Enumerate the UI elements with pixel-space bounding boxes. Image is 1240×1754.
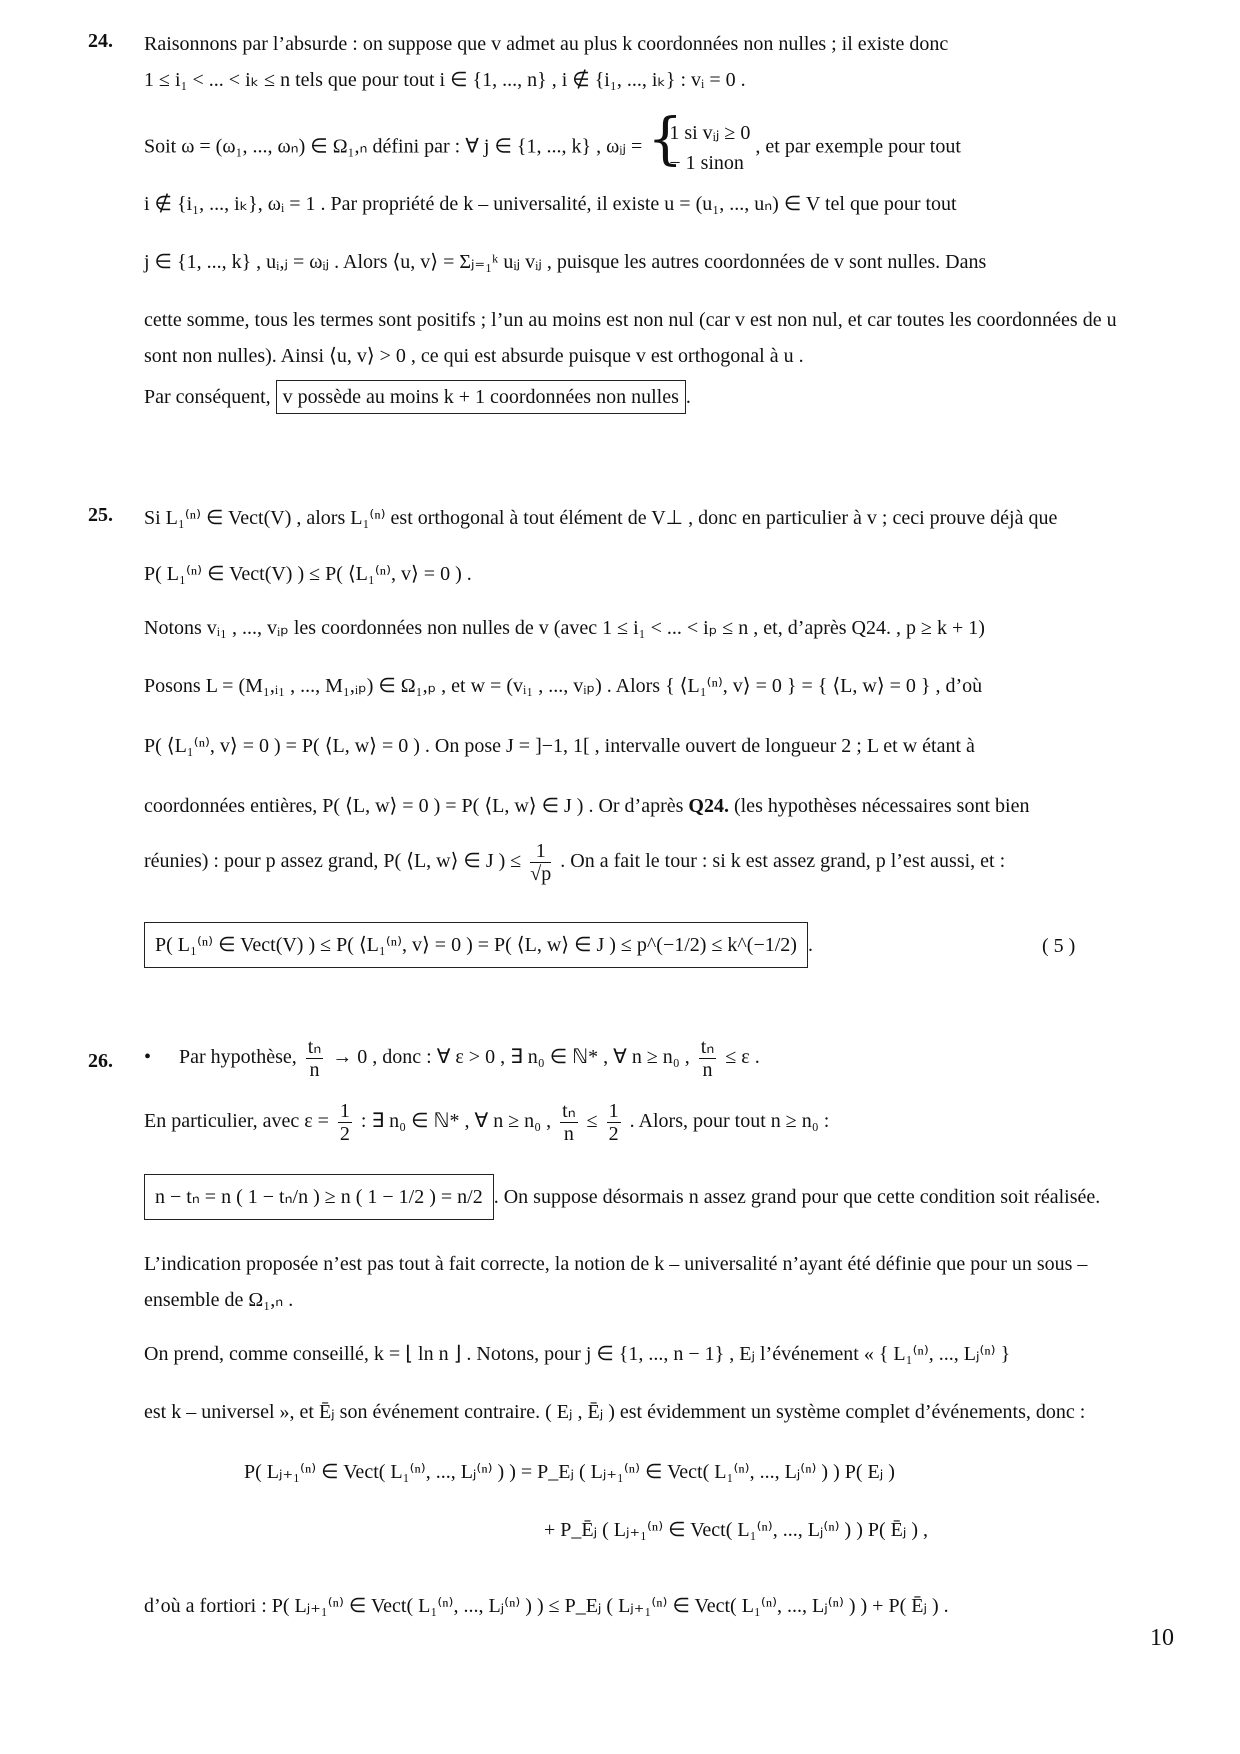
paragraph-line: Posons L = (M₁,ᵢ₁ , ..., M₁,ᵢₚ) ∈ Ω₁,ₚ , et w = (vᵢ₁ , ..., vᵢₚ) . Alors { ⟨L₁⁽ⁿ⁾, v⟩ = 0 } = { ⟨L, w⟩ = 0 } , d’où (144, 675, 983, 697)
paragraph-line: sont non nulles). Ainsi ⟨u, v⟩ > 0 , ce qui est absurde puisque v est orthogonal à u . (144, 345, 804, 367)
case-line: 1 si vᵢⱼ ≥ 0 (669, 122, 751, 144)
fraction-numerator: tₙ (307, 1036, 322, 1058)
section-number: 24. (88, 30, 113, 52)
fraction-denominator: √p (530, 863, 552, 885)
fraction-denominator: n (563, 1123, 574, 1145)
paragraph-line: ensemble de Ω₁,ₙ . (144, 1289, 294, 1311)
paragraph-line: L’indication proposée n’est pas tout à fait correcte, la notion de k – universalité n’ayant été définie que pour un sous – (144, 1253, 1088, 1275)
boxed-result: P( L₁⁽ⁿ⁾ ∈ Vect(V) ) ≤ P( ⟨L₁⁽ⁿ⁾, v⟩ = 0 ) = P( ⟨L, w⟩ ∈ J ) ≤ p^(−1/2) ≤ k^(−1/2) (144, 922, 808, 968)
paragraph-line (144, 792, 1029, 820)
boxed-formula-line (144, 1174, 1100, 1220)
equation-number: ( 5 ) (1042, 935, 1076, 957)
paragraph-line (144, 380, 691, 414)
paragraph-line: est k – universel », et Ēⱼ son événement contraire. ( Eⱼ , Ēⱼ ) est évidemment un système complet d’événements, donc : (144, 1401, 1086, 1423)
paragraph-text: . (685, 386, 691, 408)
fraction-denominator: n (309, 1059, 320, 1081)
boxed-result: n − tₙ = n ( 1 − tₙ/n ) ≥ n ( 1 − 1/2 ) = n/2 (144, 1174, 494, 1220)
section-number: 26. (88, 1050, 113, 1072)
paragraph-text: → 0 , donc : ∀ ε > 0 , ∃ n₀ ∈ ℕ* , ∀ n ≥ n₀ , (332, 1046, 690, 1069)
fraction-numerator: tₙ (562, 1100, 576, 1122)
formula-line: + P_Ēⱼ ( Lⱼ₊₁⁽ⁿ⁾ ∈ Vect( L₁⁽ⁿ⁾, ..., Lⱼ⁽ⁿ⁾ ) ) P( Ēⱼ ) , (544, 1519, 929, 1541)
paragraph-line (144, 1100, 829, 1145)
fraction (306, 1036, 324, 1081)
fraction-numerator: 1 (608, 1100, 619, 1122)
fraction (530, 840, 551, 885)
paragraph-text: Soit ω = (ω₁, ..., ωₙ) ∈ Ω₁,ₙ défini par : ∀ j ∈ {1, ..., k} , ωᵢⱼ = (144, 135, 643, 158)
fraction-denominator: 2 (608, 1123, 619, 1145)
formula-line: P( Lⱼ₊₁⁽ⁿ⁾ ∈ Vect( L₁⁽ⁿ⁾, ..., Lⱼ⁽ⁿ⁾ ) ) = P_Eⱼ ( Lⱼ₊₁⁽ⁿ⁾ ∈ Vect( L₁⁽ⁿ⁾, ..., Lⱼ⁽ⁿ⁾ ) ) P( Eⱼ ) (244, 1461, 895, 1483)
fraction-numerator: tₙ (700, 1036, 715, 1058)
paragraph-text: . On suppose désormais n assez grand pour que cette condition soit réalisée. (493, 1186, 1101, 1208)
paragraph-text: (les hypothèses nécessaires sont bien (733, 795, 1030, 817)
paragraph-line (144, 840, 1005, 885)
paragraph-text: . On a fait le tour : si k est assez grand, p l’est aussi, et : (560, 850, 1006, 873)
brace-symbol: { (647, 107, 683, 172)
paragraph-text: . Alors, pour tout n ≥ n₀ : (629, 1110, 830, 1133)
fraction (560, 1100, 578, 1145)
paragraph-line: Notons vᵢ₁ , ..., vᵢₚ les coordonnées non nulles de v (avec 1 ≤ i₁ < ... < iₚ ≤ n , et, d’après Q24. , p ≥ k + 1) (144, 617, 985, 639)
boxed-result: v possède au moins k + 1 coordonnées non nulles (276, 380, 686, 414)
paragraph-line (144, 107, 961, 178)
formula-line: P( L₁⁽ⁿ⁾ ∈ Vect(V) ) ≤ P( ⟨L₁⁽ⁿ⁾, v⟩ = 0 ) . (144, 563, 472, 585)
paragraph-text: Par conséquent, (144, 386, 271, 408)
paragraph-line: d’où a fortiori : P( Lⱼ₊₁⁽ⁿ⁾ ∈ Vect( L₁⁽ⁿ⁾, ..., Lⱼ⁽ⁿ⁾ ) ) ≤ P_Eⱼ ( Lⱼ₊₁⁽ⁿ⁾ ∈ Vect( L₁⁽ⁿ⁾, ..., Lⱼ⁽ⁿ⁾ ) ) + P( Ēⱼ ) . (144, 1595, 949, 1617)
fraction (699, 1036, 717, 1081)
paragraph-text: ≤ ε . (725, 1046, 760, 1069)
fraction-numerator: 1 (530, 840, 551, 863)
section-number: 25. (88, 504, 113, 526)
paragraph-line: P( ⟨L₁⁽ⁿ⁾, v⟩ = 0 ) = P( ⟨L, w⟩ = 0 ) . On pose J = ]−1, 1[ , intervalle ouvert de longueur 2 ; L et w étant à (144, 735, 975, 757)
fraction-denominator: n (702, 1059, 713, 1081)
bullet-icon: • (144, 1046, 152, 1069)
paragraph-line: 1 ≤ i₁ < ... < iₖ ≤ n tels que pour tout i ∈ {1, ..., n} , i ∉ {i₁, ..., iₖ} : vᵢ = 0 . (144, 69, 746, 91)
fraction (607, 1100, 621, 1145)
paragraph-line: Si L₁⁽ⁿ⁾ ∈ Vect(V) , alors L₁⁽ⁿ⁾ est orthogonal à tout élément de V⊥ , donc en particulier à v ; ceci prouve déjà que (144, 507, 1058, 529)
paragraph-text: coordonnées entières, P( ⟨L, w⟩ = 0 ) = P( ⟨L, w⟩ ∈ J ) . Or d’après (144, 795, 684, 817)
case-line: − 1 sinon (669, 152, 744, 174)
reference-bold: Q24. (688, 795, 729, 817)
paragraph-text: . (807, 934, 813, 956)
paragraph-text: réunies) : pour p assez grand, P( ⟨L, w⟩ ∈ J ) ≤ (144, 850, 522, 873)
fraction-denominator: 2 (339, 1123, 350, 1145)
paragraph-line: j ∈ {1, ..., k} , uᵢ,ⱼ = ωᵢⱼ . Alors ⟨u, v⟩ = Σⱼ₌₁ᵏ uᵢⱼ vᵢⱼ , puisque les autres coordonnées de v sont nulles. Dans (144, 251, 987, 273)
paragraph-line (144, 1036, 760, 1081)
case-definition (647, 107, 751, 178)
fraction (338, 1100, 352, 1145)
paragraph-text: , et par exemple pour tout (755, 135, 961, 158)
paragraph-text: Par hypothèse, (179, 1046, 297, 1069)
paragraph-line: Raisonnons par l’absurde : on suppose que v admet au plus k coordonnées non nulles ; il existe donc (144, 33, 949, 55)
page-number: 10 (1150, 1625, 1174, 1651)
paragraph-line: On prend, comme conseillé, k = ⌊ ln n ⌋ . Notons, pour j ∈ {1, ..., n − 1} , Eⱼ l’événement « { L₁⁽ⁿ⁾, ..., Lⱼ⁽ⁿ⁾ } (144, 1343, 1011, 1365)
paragraph-line: i ∉ {i₁, ..., iₖ}, ωᵢ = 1 . Par propriété de k – universalité, il existe u = (u₁, ..., uₙ) ∈ V tel que pour tout (144, 193, 957, 215)
boxed-formula-line (144, 922, 813, 968)
paragraph-text: ≤ (586, 1110, 598, 1133)
paragraph-text: : ∃ n₀ ∈ ℕ* , ∀ n ≥ n₀ , (360, 1110, 552, 1133)
paragraph-text: En particulier, avec ε = (144, 1110, 329, 1133)
fraction-numerator: 1 (339, 1100, 350, 1122)
paragraph-line: cette somme, tous les termes sont positifs ; l’un au moins est non nul (car v est non nul, et car toutes les coordonnées de u (144, 309, 1117, 331)
